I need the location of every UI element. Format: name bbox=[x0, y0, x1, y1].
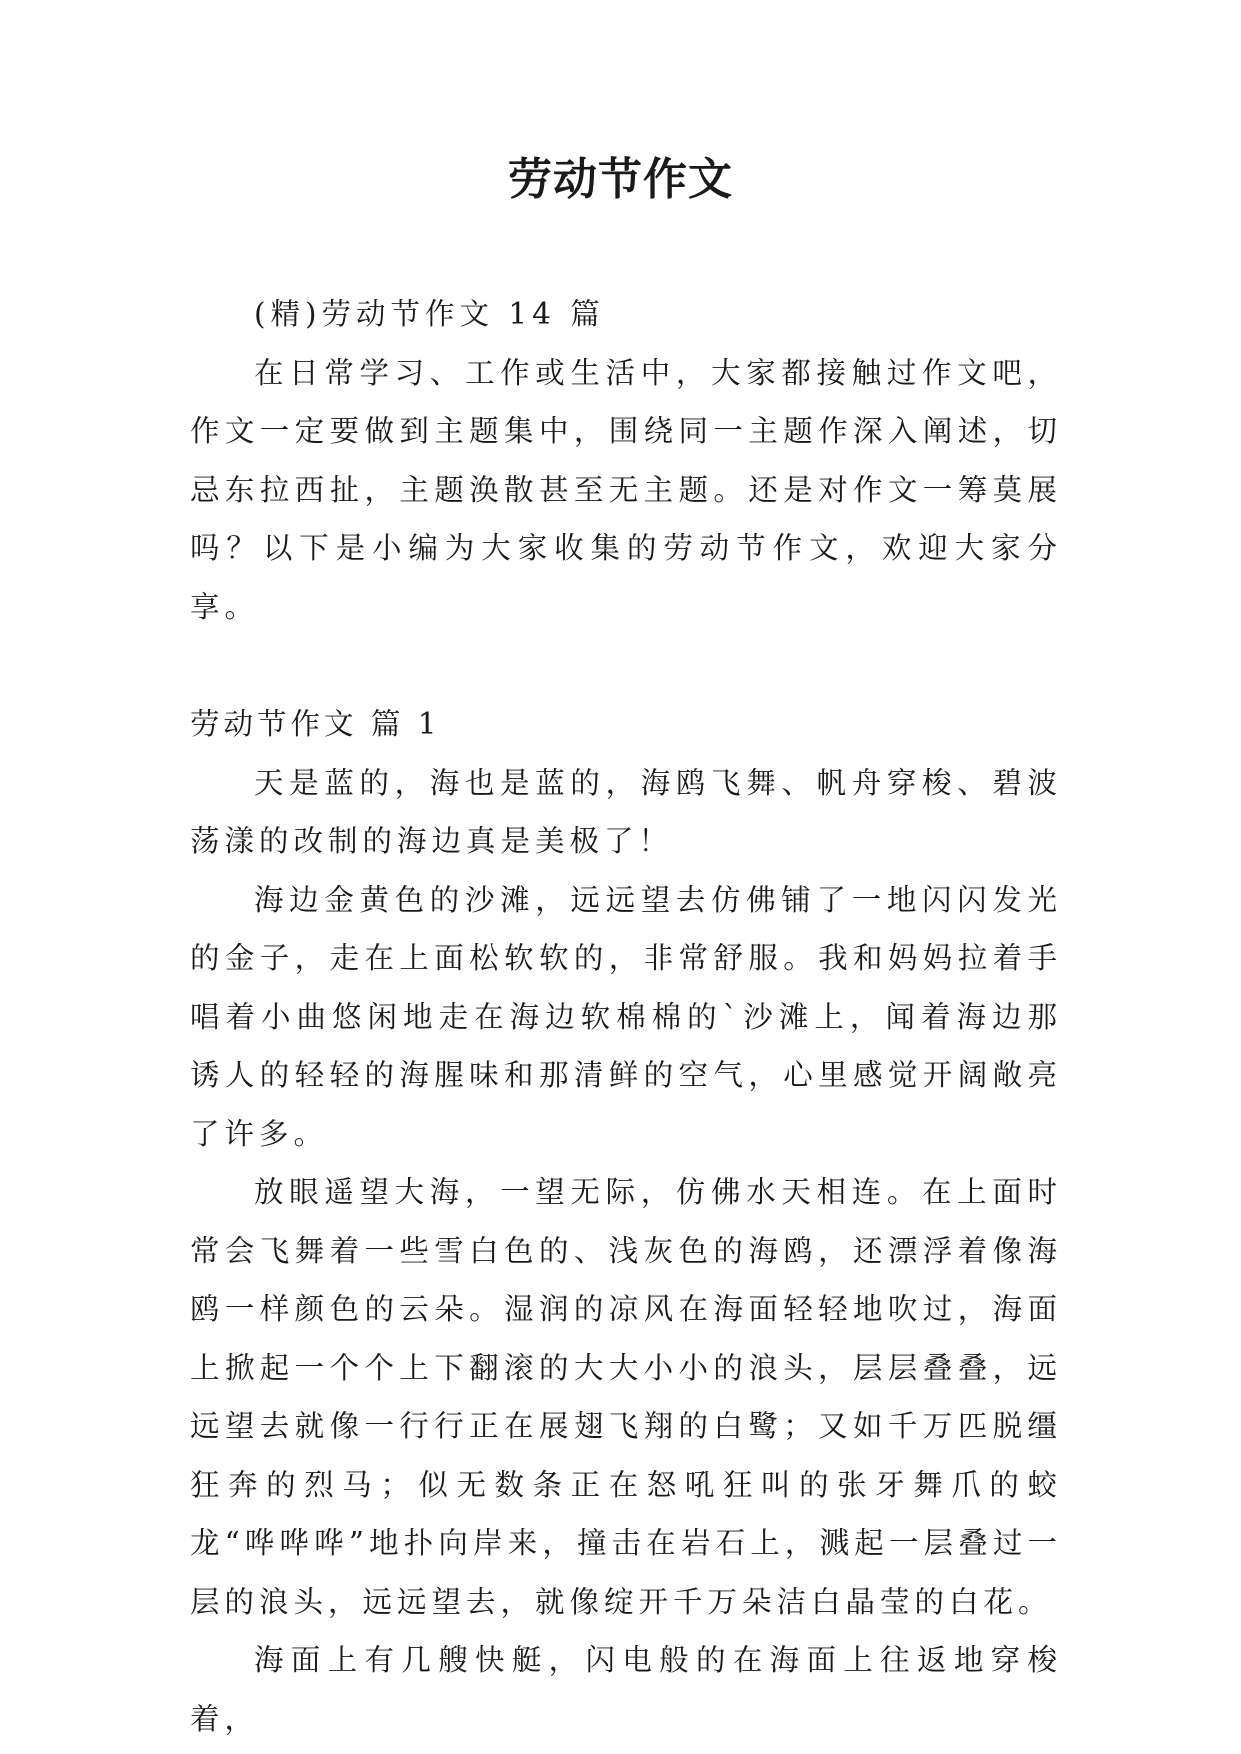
essay-paragraph: 放眼遥望大海，一望无际，仿佛水天相连。在上面时常会飞舞着一些雪白色的、浅灰色的海鸥，还漂浮着像海鸥一样颜色的云朵。湿润的凉风在海面轻轻地吹过，海面上掀起一个个上下翻滚的大大小小的浪头，层层叠叠，远远望去就像一行行正在展翅飞翔的白鹭；又如千万匹脱缰狂奔的烈马；似无数条正在怒吼狂叫的张牙舞爪的蛟龙“哗哗哗”地扑向岸来，撞击在岩石上，溅起一层叠过一层的浪头，远远望去，就像绽开千万朵洁白晶莹的白花。 bbox=[190, 1175, 1062, 1619]
document-subtitle: (精)劳动节作文 14 篇 bbox=[254, 297, 605, 331]
essay-paragraph: 天是蓝的，海也是蓝的，海鸥飞舞、帆舟穿梭、碧波荡漾的改制的海边真是美极了！ bbox=[190, 765, 1062, 858]
essay-paragraph: 海面上有几艘快艇，闪电般的在海面上往返地穿梭着， bbox=[190, 1643, 1062, 1736]
document-title: 劳动节作文 bbox=[508, 154, 733, 205]
essay-paragraph: 海边金黄色的沙滩，远远望去仿佛铺了一地闪闪发光的金子，走在上面松软软的，非常舒服。我和妈妈拉着手唱着小曲悠闲地走在海边软棉棉的`沙滩上，闻着海边那诱人的轻轻的海腥味和那清鲜的空气，心里感觉开阔敞亮了许多。 bbox=[190, 882, 1062, 1151]
section-heading: 劳动节作文 篇 1 bbox=[190, 707, 441, 741]
document-body bbox=[190, 285, 1062, 1748]
intro-paragraph: 在日常学习、工作或生活中，大家都接触过作文吧，作文一定要做到主题集中，围绕同一主题作深入阐述，切忌东拉西扯，主题涣散甚至无主题。还是对作文一筹莫展吗？以下是小编为大家收集的劳动节作文，欢迎大家分享。 bbox=[190, 355, 1062, 624]
